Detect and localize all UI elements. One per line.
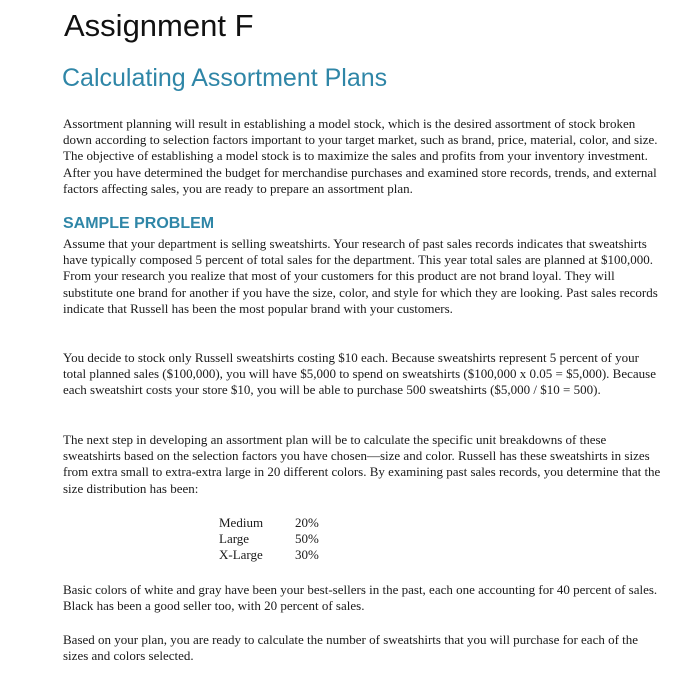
sample-problem-paragraph-3: The next step in developing an assortment plan will be to calculate the specific unit breakdowns of these sweatshirts based on the selection factors you have chosen—size and color. Russell has these sweatshirts in sizes from extra small to extra-extra large in 20 different colors. By examining past sales records, you determine that the size distribution has been: bbox=[63, 432, 661, 496]
sample-problem-paragraph-2: You decide to stock only Russell sweatshirts costing $10 each. Because sweatshirts represent 5 percent of your total planned sales ($100,000), you will have $5,000 to spend on sweatshirts ($100,000 x 0.05 = $5,000). Because each sweatshirt costs your store $10, you will be able to purchase 500 sweatshirts ($5,000 / $10 = 500). bbox=[63, 350, 656, 398]
sample-problem-heading: SAMPLE PROBLEM bbox=[63, 215, 215, 232]
document-title: Assignment F bbox=[64, 8, 254, 43]
size-percent: 50% bbox=[295, 531, 319, 546]
size-label: Medium bbox=[219, 515, 264, 530]
table-row bbox=[219, 515, 319, 531]
intro-paragraph: Assortment planning will result in establishing a model stock, which is the desired assortment of stock broken down according to selection factors important to your target market, such as brand, price, material, color, and size. The objective of establishing a model stock is to maximize the sales and profits from your inventory investment. After you have determined the budget for merchandise purchases and examined store records, trends, and external factors affecting sales, you are ready to prepare an assortment plan. bbox=[63, 116, 658, 196]
sample-problem-paragraph-4: Basic colors of white and gray have been your best-sellers in the past, each one accounting for 40 percent of sales. Black has been a good seller too, with 20 percent of sales. bbox=[63, 582, 658, 614]
table-row bbox=[219, 531, 319, 547]
document-subtitle: Calculating Assortment Plans bbox=[62, 64, 388, 92]
sample-problem-paragraph-5: Based on your plan, you are ready to calculate the number of sweatshirts that you will purchase for each of the sizes and colors selected. bbox=[63, 632, 639, 664]
size-label: X-Large bbox=[219, 547, 263, 562]
size-percent: 20% bbox=[295, 515, 319, 530]
size-distribution-table bbox=[219, 515, 319, 563]
size-percent: 30% bbox=[295, 547, 319, 562]
table-row bbox=[219, 547, 319, 563]
size-label: Large bbox=[219, 531, 250, 546]
sample-problem-paragraph-1: Assume that your department is selling sweatshirts. Your research of past sales records indicates that sweatshirts have typically composed 5 percent of total sales for the department. This year total sales are planned at $100,000. From your research you realize that most of your customers for this product are not brand loyal. They will substitute one brand for another if you have the size, color, and style for which they are looking. Past sales records indicate that Russell has been the most popular brand with your customers. bbox=[63, 236, 658, 316]
